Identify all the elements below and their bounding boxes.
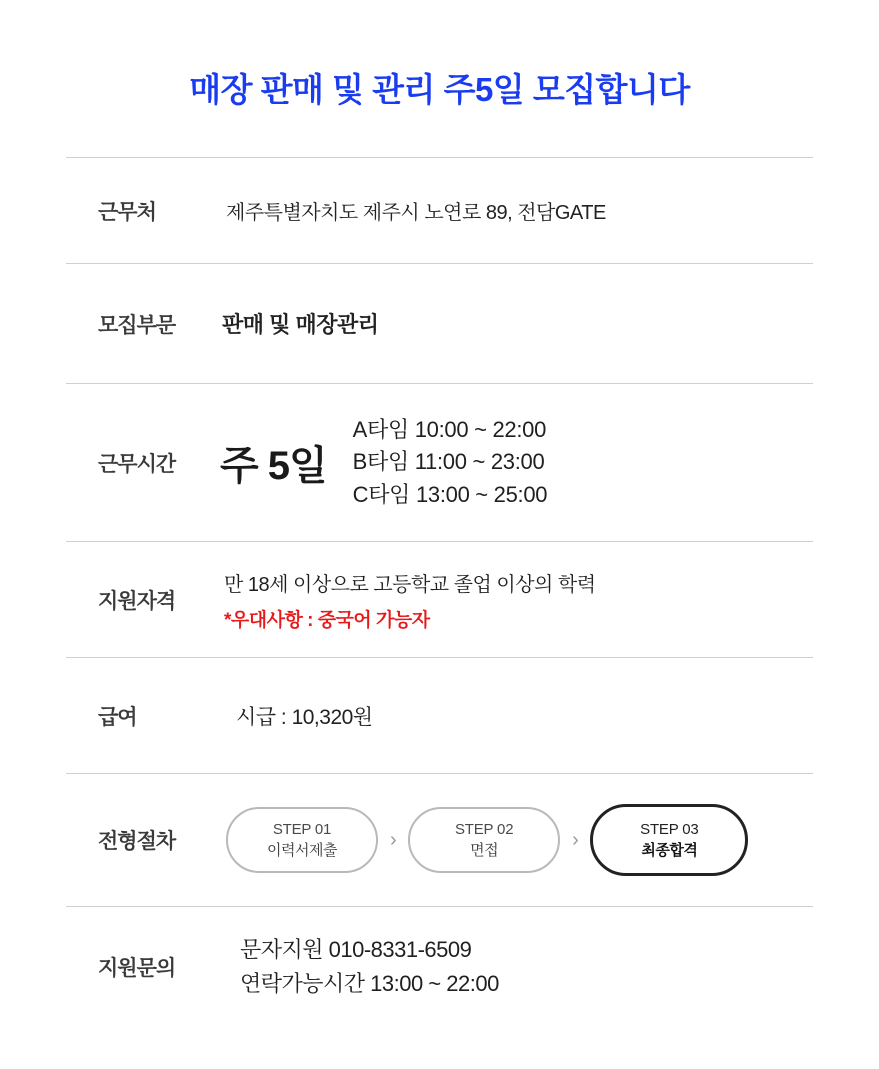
row-label-qualification: 지원자격 [98, 589, 176, 613]
process-step-1-title: STEP 01 [272, 821, 332, 838]
process-step-3 [590, 804, 748, 876]
table-row-pay [66, 657, 813, 773]
table-row-workplace [66, 157, 813, 263]
shift-item-c: C타임 13:00 ~ 25:00 [352, 481, 548, 507]
process-step-3-title: STEP 03 [640, 821, 699, 838]
contact-phone: 문자지원 010-8331-6509 [240, 937, 472, 963]
process-step-2-title: STEP 02 [454, 821, 514, 838]
process-steps [216, 804, 813, 876]
process-step-2-desc: 면접 [470, 842, 499, 859]
row-label-workplace: 근무처 [98, 200, 156, 224]
table-row-contact [66, 906, 813, 1026]
row-label-position: 모집부문 [98, 313, 176, 337]
row-label-process: 전형절차 [98, 830, 176, 853]
row-label-pay: 급여 [98, 705, 137, 729]
contact-hours: 연락가능시간 13:00 ~ 22:00 [240, 970, 499, 996]
table-row-position [66, 263, 813, 383]
row-label-working-hours: 근무시간 [98, 452, 176, 476]
row-value-pay: 시급 : 10,320원 [236, 705, 373, 729]
process-step-2 [408, 807, 560, 873]
details-table [66, 111, 813, 1026]
contact-lines [216, 933, 813, 1000]
row-value-qualification [216, 568, 813, 632]
chevron-right-icon: › [390, 828, 397, 851]
qualification-preference-note: *우대사항 : 중국어 가능자 [224, 609, 430, 631]
shift-list [353, 414, 548, 512]
table-row-qualification [66, 541, 813, 657]
row-value-position: 판매 및 매장관리 [222, 312, 379, 337]
table-row-working-hours [66, 383, 813, 541]
working-days-highlight: 주 5일 [220, 443, 327, 488]
row-value-workplace: 제주특별자치도 제주시 노연로 89, 전담GATE [226, 202, 606, 224]
shift-item-a: A타임 10:00 ~ 22:00 [352, 416, 547, 442]
row-value-process [216, 804, 813, 876]
table-row-process [66, 773, 813, 906]
qualification-main-text: 만 18세 이상으로 고등학교 졸업 이상의 학력 [224, 573, 596, 596]
shift-item-b: B타임 11:00 ~ 23:00 [352, 449, 545, 475]
process-step-3-desc: 최종합격 [641, 842, 698, 859]
row-label-contact: 지원문의 [98, 956, 176, 980]
page-title: 매장 판매 및 관리 주5일 모집합니다 [189, 71, 690, 108]
process-step-1-desc: 이력서제출 [267, 842, 337, 859]
row-value-contact [216, 933, 813, 1000]
row-value-working-hours [216, 414, 813, 512]
process-step-1 [226, 807, 378, 873]
chevron-right-icon-2: › [572, 828, 579, 851]
